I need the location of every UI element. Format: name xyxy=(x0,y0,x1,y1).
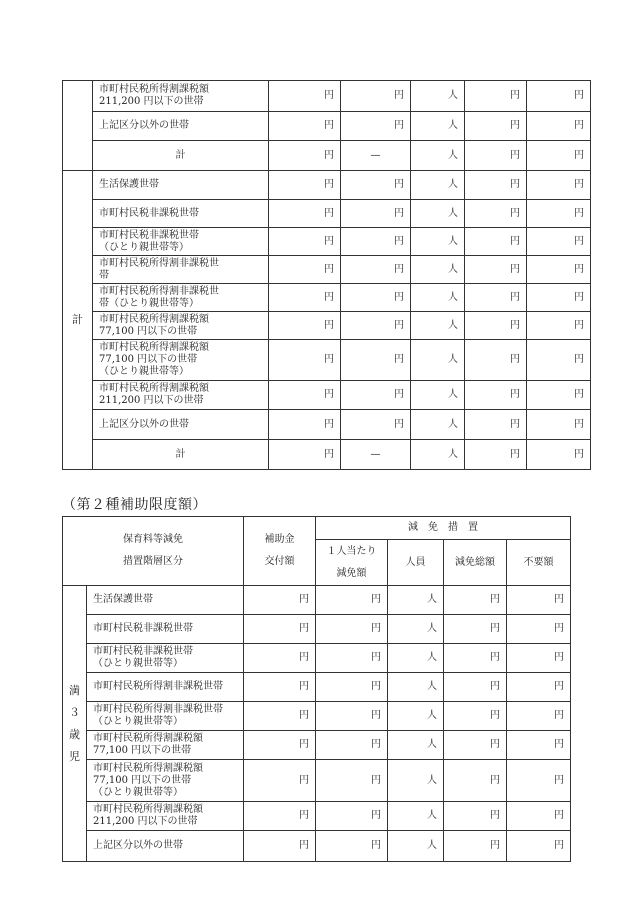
per-person-cell: 円 xyxy=(316,615,388,644)
total-cell: 円 xyxy=(465,440,527,470)
per-person-cell: 円 xyxy=(341,284,411,312)
unneeded-cell: 円 xyxy=(527,440,591,470)
table-row xyxy=(63,112,591,141)
total-cell: 円 xyxy=(465,410,527,440)
count-header: 人員 xyxy=(388,540,444,586)
count-cell: 人 xyxy=(388,644,444,673)
unneeded-cell: 円 xyxy=(527,81,591,112)
unneeded-cell: 円 xyxy=(527,256,591,284)
table-row xyxy=(63,586,571,615)
unneeded-cell: 円 xyxy=(507,615,571,644)
total-cell: 円 xyxy=(444,644,507,673)
row-label: 市町村民税非課税世帯 （ひとり親世帯等） xyxy=(93,228,269,256)
subsidy-cell: 円 xyxy=(244,802,316,831)
per-person-cell: 円 xyxy=(316,831,388,862)
subsidy-cell: 円 xyxy=(269,228,341,256)
table-row xyxy=(63,200,591,228)
per-person-header: １人当たり 減免額 xyxy=(316,540,388,586)
count-cell: 人 xyxy=(388,586,444,615)
subsidy-header: 補助金 交付額 xyxy=(244,517,316,586)
count-cell: 人 xyxy=(411,340,465,381)
count-cell: 人 xyxy=(411,141,465,171)
type2-subsidy-table xyxy=(62,516,571,862)
per-person-cell: 円 xyxy=(341,340,411,381)
count-cell: 人 xyxy=(388,802,444,831)
row-label: 市町村民税非課税世帯 （ひとり親世帯等） xyxy=(87,644,244,673)
total-cell: 円 xyxy=(465,340,527,381)
unneeded-cell: 円 xyxy=(527,381,591,410)
count-cell: 人 xyxy=(411,256,465,284)
continued-table xyxy=(62,80,591,470)
per-person-cell: 円 xyxy=(341,228,411,256)
row-label: 市町村民税所得割非課税世帯 （ひとり親世帯等） xyxy=(87,702,244,731)
row-label: 生活保護世帯 xyxy=(87,586,244,615)
total-cell: 円 xyxy=(465,141,527,171)
count-cell: 人 xyxy=(411,200,465,228)
subsidy-cell: 円 xyxy=(244,644,316,673)
table-row xyxy=(63,410,591,440)
reduction-header: 減 免 措 置 xyxy=(316,517,571,540)
row-label: 上記区分以外の世帯 xyxy=(93,410,269,440)
subsidy-cell: 円 xyxy=(269,256,341,284)
count-cell: 人 xyxy=(388,702,444,731)
count-cell: 人 xyxy=(411,381,465,410)
row-label: 上記区分以外の世帯 xyxy=(93,112,269,141)
per-person-cell: 円 xyxy=(341,112,411,141)
count-cell: 人 xyxy=(388,731,444,760)
total-label: 計 xyxy=(93,440,269,470)
table-row xyxy=(63,615,571,644)
per-person-cell: — xyxy=(341,141,411,171)
unneeded-cell: 円 xyxy=(507,644,571,673)
row-label: 市町村民税所得割非課税世 帯 xyxy=(93,256,269,284)
unneeded-cell: 円 xyxy=(507,586,571,615)
per-person-cell: 円 xyxy=(341,410,411,440)
total-cell: 円 xyxy=(465,81,527,112)
row-label: 市町村民税非課税世帯 xyxy=(87,615,244,644)
subsidy-cell: 円 xyxy=(269,312,341,340)
table-row xyxy=(63,312,591,340)
table-row xyxy=(63,228,591,256)
total-cell: 円 xyxy=(465,256,527,284)
per-person-cell: 円 xyxy=(341,381,411,410)
total-label: 計 xyxy=(93,141,269,171)
count-cell: 人 xyxy=(411,410,465,440)
count-cell: 人 xyxy=(411,312,465,340)
subsidy-cell: 円 xyxy=(244,673,316,702)
per-person-cell: 円 xyxy=(316,760,388,802)
per-person-cell: 円 xyxy=(341,312,411,340)
subsidy-cell: 円 xyxy=(269,171,341,200)
unneeded-cell: 円 xyxy=(507,831,571,862)
per-person-cell: 円 xyxy=(316,644,388,673)
subsidy-cell: 円 xyxy=(269,284,341,312)
unneeded-cell: 円 xyxy=(507,673,571,702)
per-person-cell: 円 xyxy=(316,731,388,760)
per-person-cell: 円 xyxy=(341,200,411,228)
subsidy-cell: 円 xyxy=(244,586,316,615)
total-cell: 円 xyxy=(465,112,527,141)
section-title: （第２種補助限度額） xyxy=(62,497,207,513)
row-label: 市町村民税所得割非課税世 帯（ひとり親世帯等） xyxy=(93,284,269,312)
table-row xyxy=(63,673,571,702)
per-person-cell: 円 xyxy=(341,81,411,112)
row-label: 市町村民税所得割課税額 77,100 円以下の世帯 （ひとり親世帯等） xyxy=(93,340,269,381)
total-cell: 円 xyxy=(444,586,507,615)
per-person-cell: 円 xyxy=(316,702,388,731)
unneeded-cell: 円 xyxy=(527,112,591,141)
subsidy-cell: 円 xyxy=(244,615,316,644)
table-row xyxy=(63,381,591,410)
table-row xyxy=(63,731,571,760)
table-row xyxy=(63,340,591,381)
count-cell: 人 xyxy=(411,112,465,141)
unneeded-header: 不要額 xyxy=(507,540,571,586)
unneeded-cell: 円 xyxy=(527,410,591,440)
total-cell: 円 xyxy=(465,284,527,312)
row-label: 市町村民税所得割課税額 211,200 円以下の世帯 xyxy=(93,81,269,112)
total-cell: 円 xyxy=(444,702,507,731)
subsidy-cell: 円 xyxy=(269,112,341,141)
total-row xyxy=(63,440,591,470)
per-person-cell: 円 xyxy=(341,256,411,284)
total-cell: 円 xyxy=(444,615,507,644)
subsidy-cell: 円 xyxy=(269,340,341,381)
total-row xyxy=(63,141,591,171)
subsidy-cell: 円 xyxy=(269,200,341,228)
total-cell: 円 xyxy=(465,171,527,200)
subsidy-cell: 円 xyxy=(269,410,341,440)
total-cell: 円 xyxy=(465,228,527,256)
row-label: 市町村民税非課税世帯 xyxy=(93,200,269,228)
row-label: 市町村民税所得割課税額 77,100 円以下の世帯 xyxy=(87,731,244,760)
row-label: 市町村民税所得割課税額 77,100 円以下の世帯 （ひとり親世帯等） xyxy=(87,760,244,802)
unneeded-cell: 円 xyxy=(507,731,571,760)
row-label: 市町村民税所得割課税額 211,200 円以下の世帯 xyxy=(93,381,269,410)
category-header: 保育料等減免 措置階層区分 xyxy=(63,517,244,586)
count-cell: 人 xyxy=(411,284,465,312)
per-person-cell: — xyxy=(341,440,411,470)
table-row xyxy=(63,81,591,112)
subsidy-cell: 円 xyxy=(244,731,316,760)
subsidy-cell: 円 xyxy=(244,702,316,731)
unneeded-cell: 円 xyxy=(507,802,571,831)
per-person-cell: 円 xyxy=(316,586,388,615)
count-cell: 人 xyxy=(388,673,444,702)
unneeded-cell: 円 xyxy=(527,141,591,171)
subsidy-cell: 円 xyxy=(269,81,341,112)
count-cell: 人 xyxy=(411,228,465,256)
header-row xyxy=(63,517,571,540)
row-label: 上記区分以外の世帯 xyxy=(87,831,244,862)
total-cell: 円 xyxy=(465,381,527,410)
group-label: 満 ３ 歳 児 xyxy=(63,586,87,862)
table-row xyxy=(63,831,571,862)
table-row xyxy=(63,644,571,673)
unneeded-cell: 円 xyxy=(527,228,591,256)
table-row xyxy=(63,171,591,200)
count-cell: 人 xyxy=(411,440,465,470)
row-label: 市町村民税所得割課税額 211,200 円以下の世帯 xyxy=(87,802,244,831)
subsidy-cell: 円 xyxy=(269,381,341,410)
total-cell: 円 xyxy=(444,802,507,831)
unneeded-cell: 円 xyxy=(507,760,571,802)
row-label: 市町村民税所得割非課税世帯 xyxy=(87,673,244,702)
total-cell: 円 xyxy=(465,312,527,340)
per-person-cell: 円 xyxy=(316,802,388,831)
subsidy-cell: 円 xyxy=(269,141,341,171)
table-row xyxy=(63,256,591,284)
total-cell: 円 xyxy=(444,760,507,802)
total-cell: 円 xyxy=(444,673,507,702)
unneeded-cell: 円 xyxy=(527,340,591,381)
unneeded-cell: 円 xyxy=(527,312,591,340)
subsidy-cell: 円 xyxy=(244,831,316,862)
table-row xyxy=(63,702,571,731)
count-cell: 人 xyxy=(411,81,465,112)
total-cell: 円 xyxy=(465,200,527,228)
unneeded-cell: 円 xyxy=(507,702,571,731)
count-cell: 人 xyxy=(388,615,444,644)
group-cell-blank xyxy=(63,81,93,171)
count-cell: 人 xyxy=(411,171,465,200)
table-row xyxy=(63,760,571,802)
unneeded-cell: 円 xyxy=(527,200,591,228)
unneeded-cell: 円 xyxy=(527,171,591,200)
total-header: 減免総額 xyxy=(444,540,507,586)
unneeded-cell: 円 xyxy=(527,284,591,312)
count-cell: 人 xyxy=(388,831,444,862)
group-label: 計 xyxy=(63,171,93,470)
per-person-cell: 円 xyxy=(341,171,411,200)
count-cell: 人 xyxy=(388,760,444,802)
total-cell: 円 xyxy=(444,731,507,760)
per-person-cell: 円 xyxy=(316,673,388,702)
row-label: 生活保護世帯 xyxy=(93,171,269,200)
subsidy-cell: 円 xyxy=(244,760,316,802)
table-row xyxy=(63,284,591,312)
row-label: 市町村民税所得割課税額 77,100 円以下の世帯 xyxy=(93,312,269,340)
total-cell: 円 xyxy=(444,831,507,862)
subsidy-cell: 円 xyxy=(269,440,341,470)
table-row xyxy=(63,802,571,831)
